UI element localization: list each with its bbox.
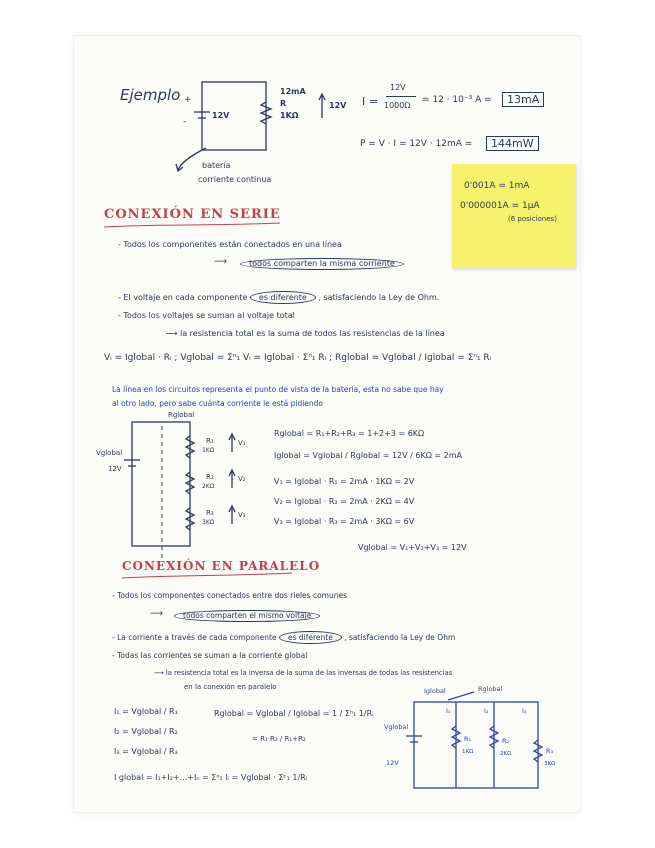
parallel-rglobal: Rglobal = Vglobal / Iglobal = 1 / Σⁿ₁ 1/Rᵢ bbox=[214, 709, 374, 718]
power-result: 144mW bbox=[486, 136, 539, 151]
series-r1-value: 1KΩ bbox=[202, 447, 215, 454]
parallel-bullet-1-sub: todos comparten el mismo voltaje bbox=[174, 610, 320, 622]
parallel-bullet-3-sub: ⟶ la resistencia total es la inversa de la suma de las inversas de todas las resistencias bbox=[154, 669, 453, 677]
series-calc-v1: V₁ = Iglobal · R₁ = 2mA · 1KΩ = 2V bbox=[274, 477, 415, 486]
series-circuit-top: Rglobal bbox=[168, 411, 195, 419]
series-circuit-vglobal: Vglobal bbox=[96, 449, 123, 457]
parallel-bullet-1: - Todos los componentes conectados entre dos rieles comunes bbox=[112, 591, 347, 600]
ohm-numerator: 12V bbox=[390, 83, 406, 92]
parallel-bullet-2-b: , satisfaciendo la Ley de Ohm bbox=[344, 633, 456, 642]
parallel-circuit bbox=[74, 36, 580, 812]
series-r2: R₂ bbox=[206, 473, 214, 481]
parallel-eq-i3: I₃ = Vglobal / R₃ bbox=[114, 747, 178, 756]
series-v1: V₁ bbox=[238, 439, 246, 447]
series-calc-v2: V₂ = Iglobal · R₂ = 2mA · 2KΩ = 4V bbox=[274, 497, 415, 506]
parallel-arrow-1: ⟶ bbox=[150, 609, 163, 619]
parallel-eq-i2: I₂ = Vglobal / R₂ bbox=[114, 727, 178, 736]
series-r2-value: 2KΩ bbox=[202, 483, 215, 490]
parallel-sum: I global = I₁+I₂+...+Iₙ = Σⁿ₁ Iᵢ = Vglobal · Σⁿ₁ 1/Rᵢ bbox=[114, 773, 308, 782]
parallel-circuit-source: 12V bbox=[386, 759, 399, 767]
series-r3: R₃ bbox=[206, 509, 214, 517]
parallel-r2-value: 2KΩ bbox=[500, 751, 512, 757]
notebook-page bbox=[74, 36, 580, 812]
series-v3: V₃ bbox=[238, 511, 246, 519]
parallel-bullet-3: - Todas las corrientes se suman a la corriente global bbox=[112, 651, 308, 660]
series-title: CONEXIÓN EN SERIE bbox=[104, 207, 281, 222]
parallel-circuit-iglobal: Iglobal bbox=[424, 687, 446, 695]
ohm-lhs: I = bbox=[362, 95, 378, 108]
series-bullet-2-b: , satisfaciendo la Ley de Ohm. bbox=[318, 293, 440, 302]
series-bullet-3: - Todos los voltajes se suman al voltaje total bbox=[118, 311, 295, 320]
power-formula: P = V · I = 12V · 12mA = bbox=[360, 139, 473, 149]
voltage-arrow-label: 12V bbox=[329, 101, 347, 110]
resistor-value: 1KΩ bbox=[280, 111, 299, 120]
parallel-circuit-rglobal: Rglobal bbox=[478, 685, 503, 693]
series-calc-rglobal: Rglobal = R₁+R₂+R₃ = 1+2+3 = 6KΩ bbox=[274, 429, 425, 438]
sticky-line-2: 0'000001A = 1μA bbox=[460, 201, 540, 211]
series-bullet-3-sub-text: la resistencia total es la suma de todos las resistencias de la línea bbox=[180, 329, 445, 338]
series-note-1: La línea en los circuitos representa el punto de vista de la batería, esta no sabe que hay bbox=[112, 385, 444, 394]
battery-minus: - bbox=[183, 117, 187, 127]
series-circuit-source: 12V bbox=[108, 465, 122, 473]
series-bullet-2-circled: es diferente bbox=[250, 291, 316, 304]
parallel-bullet-3-sub-2: en la conexión en paralelo bbox=[184, 683, 277, 691]
parallel-bullet-2-a: - La corriente a través de cada componente bbox=[112, 633, 277, 642]
parallel-r1-value: 1KΩ bbox=[462, 749, 474, 755]
series-calc-v3: V₃ = Iglobal · R₃ = 2mA · 3KΩ = 6V bbox=[274, 517, 415, 526]
parallel-r2: R₂ bbox=[502, 737, 510, 745]
parallel-bullet-3-sub-text: la resistencia total es la inversa de la suma de las inversas de todas las resistencias bbox=[165, 669, 453, 677]
example-label: Ejemplo bbox=[120, 86, 181, 104]
ohm-middle: = 12 · 10⁻³ A = bbox=[422, 95, 492, 105]
ohm-result: 13mA bbox=[502, 92, 544, 107]
series-bullet-2-a: - El voltaje en cada componente bbox=[118, 293, 248, 302]
parallel-circuit-vglobal: Vglobal bbox=[384, 723, 409, 731]
sticky-line-1: 0'001A = 1mA bbox=[464, 181, 530, 191]
parallel-circuit-i2: I₂ bbox=[484, 707, 489, 715]
parallel-circuit-i3: I₃ bbox=[522, 707, 527, 715]
parallel-eq-i1: I₁ = Vglobal / R₁ bbox=[114, 707, 178, 716]
parallel-title: CONEXIÓN EN PARALELO bbox=[122, 559, 321, 573]
parallel-circuit-i1: I₁ bbox=[446, 707, 451, 715]
ohm-denominator: 1000Ω bbox=[384, 101, 411, 110]
battery-note-1: batería bbox=[202, 161, 231, 170]
series-r3-value: 3KΩ bbox=[202, 519, 215, 526]
series-r1: R₁ bbox=[206, 437, 214, 445]
battery-plus: + bbox=[184, 95, 192, 105]
series-arrow-1: ⟶ bbox=[214, 257, 227, 267]
series-bullet-1: - Todos los componentes están conectados en una línea bbox=[118, 240, 342, 249]
resistor-symbol: R bbox=[280, 99, 287, 108]
series-calc-iglobal: Iglobal = Vglobal / Rglobal = 12V / 6KΩ = 2mA bbox=[274, 451, 462, 460]
parallel-r1: R₁ bbox=[464, 735, 472, 743]
series-formula: Vᵢ = Iglobal · Rᵢ ; Vglobal = Σⁿ₁ Vᵢ = Iglobal · Σⁿ₁ Rᵢ ; Rglobal = Vglobal / Iglobal = Σⁿ₁ Rᵢ bbox=[104, 353, 492, 363]
resistor-current: 12mA bbox=[280, 87, 306, 96]
battery-voltage: 12V bbox=[212, 111, 230, 120]
parallel-r3: R₃ bbox=[546, 747, 554, 755]
sticky-line-3: (6 posiciones) bbox=[508, 215, 557, 223]
series-note-2: al otro lado, pero sabe cuánta corriente le está pidiendo bbox=[112, 399, 324, 408]
battery-note-2: corriente continua bbox=[198, 175, 272, 184]
series-v2: V₂ bbox=[238, 475, 246, 483]
series-bullet-1-sub: todos comparten la misma corriente bbox=[240, 258, 404, 270]
series-calc-vglobal: Vglobal = V₁+V₂+V₃ = 12V bbox=[358, 543, 467, 552]
parallel-r3-value: 3KΩ bbox=[544, 761, 556, 767]
parallel-bullet-2-circled: es diferente bbox=[279, 631, 342, 644]
series-bullet-3-sub: ⟶ la resistencia total es la suma de todos las resistencias de la línea bbox=[166, 329, 445, 338]
parallel-rglobal-two: = R₁·R₂ / R₁+R₂ bbox=[252, 735, 306, 743]
